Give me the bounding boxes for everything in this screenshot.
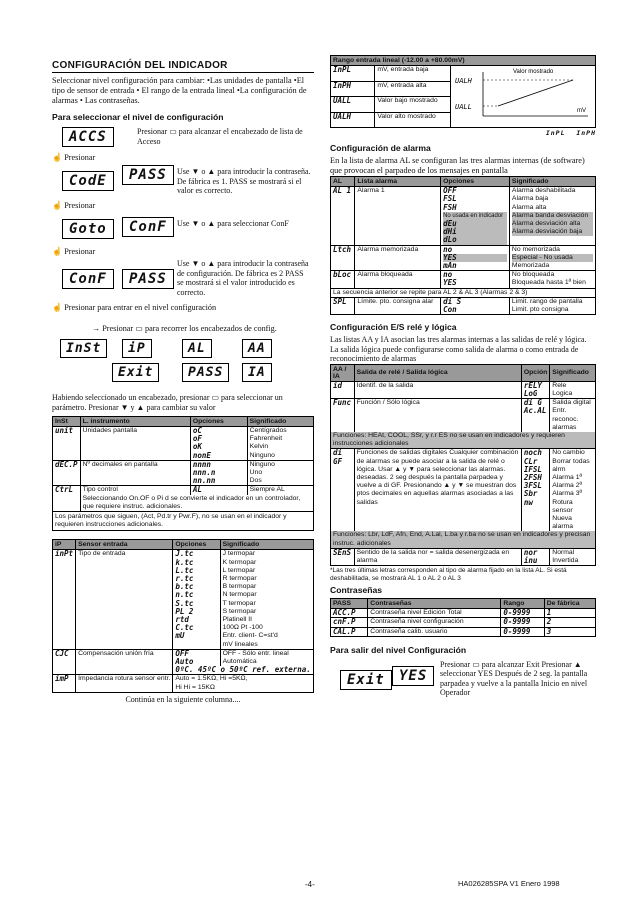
chain-al: AL <box>182 339 212 358</box>
t6-default: 1 <box>544 609 595 618</box>
t4-opt-unused: No usada en indicador <box>443 212 507 220</box>
t1-meaning: Ninguno <box>249 451 275 459</box>
t2-meaning: T termopar <box>222 599 256 607</box>
t4-repeat-note: La secuencia anterior se repite para AL 2 & AL 3 (Alarmas 2 & 3) <box>331 288 596 297</box>
t2-meaning: R termopar <box>222 575 257 583</box>
t2-meaning: Entr. client- C=st'd <box>222 632 278 640</box>
t1-row-unit <box>53 427 314 461</box>
intro-text: Seleccionar nivel configuración para cambiar: •Las unidades de pantalla •El tipo de sensor de entrada • El rango de la entrada lineal •La configuración de alarmas • Las contraseñas. <box>52 76 307 105</box>
t4-row-spl <box>331 297 596 314</box>
relay-heading: Configuración E/S relé y lógica <box>330 322 457 333</box>
t4-h-desc: Lista alarma <box>355 177 441 187</box>
step-access-text: Presionar ▭ para alcanzar el encabezado de lista de Acceso <box>137 127 303 146</box>
left-column <box>52 40 314 704</box>
t2-opt: rtd <box>175 615 189 625</box>
t2-meaning: 100Ω Pt -100 <box>222 624 263 632</box>
t5-meaning: Alarma 1ª <box>552 473 582 481</box>
step-code <box>52 163 314 199</box>
t5-opt: nor <box>523 547 538 557</box>
t4-meaning: Alarma desviación alta <box>512 220 593 228</box>
t2-opt: C.tc <box>175 623 194 633</box>
alarm-text: En la lista de alarma AL se configuran las tres alarmas internas (de software) que provocan el parpadeo de los mensajes en pantalla <box>330 156 585 176</box>
t2-row-inpt <box>53 550 314 649</box>
t4-meaning: Alarma baja <box>511 195 549 203</box>
t6-range: 0-9999 <box>501 609 544 618</box>
enter-level-label: Presionar para entrar en el nivel configuración <box>64 303 217 312</box>
chain-exit: Exit <box>112 363 159 382</box>
t1-meaning-unit <box>247 427 313 461</box>
lcd-code: CodE <box>62 171 114 191</box>
t5-meaning-func <box>550 399 596 432</box>
t4-meaning: Memorizada <box>511 262 550 270</box>
t6-range: 0-9999 <box>501 627 544 636</box>
t4-desc-al1: Alarma 1 <box>355 187 441 245</box>
t5-meaning: Nueva alarma <box>552 515 574 531</box>
t4-meaning: Bloqueada hasta 1ª bien <box>511 279 586 287</box>
t4-opt: YES <box>443 278 457 288</box>
linear-graph <box>453 66 593 124</box>
t4-meaning-ltch <box>509 245 595 271</box>
t1-row-dec <box>53 460 314 486</box>
t6-code: ACC.P <box>331 609 368 618</box>
t5-func-note: Funciones: HEAt, COOL, SSr, y r.r ES no se usan en indicadores y requieren instrucciones adicionales <box>331 432 596 449</box>
t4-meaning: Limit. pto consigna <box>511 306 569 314</box>
t5-meaning: No cambio <box>552 449 585 457</box>
t5-h-meaning: Significado <box>550 364 596 381</box>
chain-inst: InSt <box>60 339 107 358</box>
t5-opt: 2FSH <box>523 472 542 482</box>
t6-row <box>331 609 596 618</box>
continue-note: Continúa en la siguiente columna.... <box>125 694 241 704</box>
chain-ip: iP <box>122 339 152 358</box>
graph-ylabel: Valor mostrado <box>513 69 554 75</box>
t4-meaning-bloc <box>509 271 595 288</box>
t4-meaning: Alarma banda desviación <box>512 212 593 220</box>
step-goto-text: Use ▼ o ▲ para seleccionar ConF <box>177 219 289 228</box>
t5-opts-id <box>521 381 549 398</box>
alarm-heading: Configuración de alarma <box>330 143 431 154</box>
t4-opt: FSL <box>443 194 457 204</box>
t2-opt: J.tc <box>175 549 194 559</box>
t5-meaning: Alarma 3ª <box>552 490 582 498</box>
t4-meaning: Alarma deshabilitada <box>511 187 576 195</box>
headers-text: → Presionar ▭ para recorrer los encabezados de config. <box>92 324 277 333</box>
t6-desc: Contraseña calib. usuario <box>368 627 501 636</box>
t2-meaning: OFF - Sólo entr. lineal <box>222 649 289 657</box>
t4-opt: no <box>443 270 453 280</box>
t2-opt: PL 2 <box>175 606 194 616</box>
t5-h-desc: Salida de relé / Salida lógica <box>354 364 521 381</box>
t5-func-note2: Funciones: Lbr, LdF, Afn, End, A.Lal, L.ba y r.ba no se usan en indicadores y precisan instruc. adicionales <box>331 531 596 548</box>
t3-code: InPH <box>331 81 375 97</box>
t4-meaning-al1 <box>509 187 595 245</box>
step-code-text: Use ▼ o ▲ para introducir la contraseña. De fábrica es 1. PASS se mostrará si el valor es correcto. <box>177 167 311 195</box>
lcd-pass: PASS <box>122 165 174 185</box>
instrument-table <box>52 416 314 512</box>
t5-meaning-digf <box>550 449 596 532</box>
t1-desc-unit: Unidades pantalla <box>80 427 190 461</box>
alarm-table <box>330 176 596 315</box>
t2-opts-inpt <box>173 550 220 649</box>
t1-opts-ctrl: AL <box>190 486 247 495</box>
t1-meaning-dec <box>247 460 313 486</box>
t5-meaning: Borrar todas alrm <box>552 457 590 473</box>
t2-opts-imp <box>173 675 314 692</box>
t4-opt: FSH <box>443 202 457 212</box>
t6-h-desc: Contraseñas <box>368 599 501 609</box>
graph-xlow: InPL <box>545 129 566 138</box>
t5-h-code: AA / IA <box>331 364 355 381</box>
graph-xunit: mV <box>577 108 586 114</box>
t4-opt: dLo <box>443 236 507 244</box>
presionar-1-label: Presionar <box>64 153 96 162</box>
t2-opt: L.tc <box>175 565 194 575</box>
select-level-heading: Para seleccionar el nivel de configuración <box>52 112 224 122</box>
t1-row-ctrl-note <box>53 495 314 512</box>
chain-pass: PASS <box>182 363 229 382</box>
t6-row <box>331 627 596 636</box>
t3-desc: mV, entrada alta <box>375 81 451 97</box>
t2-meaning: J termopar <box>222 550 256 558</box>
t4-code-spl: SPL <box>331 297 355 314</box>
page-number: -4- <box>305 880 315 889</box>
t5-opts-func <box>521 399 549 432</box>
t5-opt: LoG <box>523 388 538 398</box>
t1-code-ctrl: CtrL <box>53 486 81 495</box>
t5-code-id: id <box>331 381 355 398</box>
t4-row-bloc <box>331 271 596 288</box>
t1-meaning: Fahrenheit <box>249 435 283 443</box>
t5-meaning: Rotura sensor <box>552 498 573 514</box>
t2-meaning-cjc <box>220 649 313 666</box>
t2-meaning: mV lineales <box>222 640 258 648</box>
t2-h-opts: Opciones <box>173 540 220 550</box>
t1-h-desc: L. instrumento <box>80 417 190 427</box>
t2-meaning: L termopar <box>222 566 256 574</box>
t5-opt: di G <box>523 398 542 408</box>
t5-meaning: Rele <box>552 381 567 389</box>
exit-heading: Para salir del nivel Configuración <box>330 644 467 655</box>
graph-x-labels <box>330 129 596 137</box>
t5-opt: nw <box>523 497 533 507</box>
t6-desc: Contraseña nivel configuración <box>368 618 501 627</box>
t4-opts-bloc <box>441 271 510 288</box>
t1-opt: oC <box>192 426 202 435</box>
t1-opts-unit <box>190 427 247 461</box>
t5-meaning: Logica <box>552 389 573 397</box>
t1-h-meaning: Significado <box>247 417 313 427</box>
t2-meaning: Automática <box>222 658 257 666</box>
t4-row-al1 <box>331 187 596 245</box>
presionar-3: ☝ Presionar <box>52 247 96 256</box>
t2-code-imp: imP <box>53 675 76 692</box>
t4-desc-spl: Límite. pto. consigna alar <box>355 297 441 314</box>
t5-meaning: Entr. reconoc. alarmas <box>552 407 579 431</box>
t2-opt: mU <box>175 631 185 641</box>
t2-desc-cjc: Compensación unión fría <box>76 649 173 666</box>
t4-h-code: AL <box>331 177 355 187</box>
t2-row-cjc <box>53 649 314 666</box>
t5-meaning: Invertida <box>552 557 579 565</box>
t2-meaning: B termopar <box>222 583 257 591</box>
t5-opt: IFSL <box>523 464 542 474</box>
t5-code-func: Func <box>331 399 355 432</box>
t4-meaning: No bloqueada <box>511 271 555 279</box>
t4-opts-spl <box>441 297 510 314</box>
t2-opt: b.tc <box>175 582 194 592</box>
t1-meaning: Ninguno <box>249 460 275 468</box>
t4-code-ltch: Ltch <box>331 245 355 271</box>
t1-meaning: Uno <box>249 469 263 477</box>
t4-meaning: Especial - No usada <box>512 254 593 262</box>
t2-row-imp <box>53 675 314 692</box>
t4-meaning: Alarma alta <box>511 203 547 211</box>
step-access <box>52 125 314 151</box>
t5-row-func <box>331 399 596 432</box>
lcd-conf: ConF <box>122 217 174 237</box>
t5-meaning: Normal <box>552 548 575 556</box>
t1-desc-ctrl: Tipo control <box>80 486 190 495</box>
t1-meaning: Kelvin <box>249 443 269 451</box>
t3-header: Rango entrada lineal (-12.00 a +80.00mV) <box>331 56 596 66</box>
t5-row-sens <box>331 548 596 565</box>
t5-opts-sens <box>521 548 549 565</box>
t5-desc-func: Función / Sólo lógica <box>354 399 521 432</box>
t3-desc: Valor bajo mostrado <box>375 97 451 113</box>
t6-h-code: PASS <box>331 599 368 609</box>
input-sensor-table <box>52 539 314 692</box>
t4-meaning: Alarma desviación baja <box>512 228 593 236</box>
t4-h-meaning: Significado <box>509 177 595 187</box>
t2-h-desc: Sensor entrada <box>76 540 173 550</box>
t4-opt: OFF <box>443 186 457 196</box>
t6-code: cnF.P <box>331 618 368 627</box>
t1-opt: oF <box>192 434 202 444</box>
t2-empty <box>76 666 173 675</box>
t1-code-dec: dEC.P <box>53 460 81 486</box>
t6-row <box>331 618 596 627</box>
t3-code: InPL <box>331 66 375 82</box>
graph-yhigh: UALH <box>455 77 472 85</box>
t2-row-ref <box>53 666 314 675</box>
t5-footnote: *Las tres últimas letras corresponden al tipo de alarma fijado en la lista AL. Si está deshabilitada, se mostrará AL 1 o AL 2 o AL 3 <box>330 567 567 583</box>
exit-text: Presionar ▭ para alcanzar Exit Presionar ▲ seleccionar YES Después de 2 seg. la pantalla parpadea y vuelve a la pantalla Inicio en nivel Operador <box>440 659 588 698</box>
t4-h-opts: Opciones <box>441 177 510 187</box>
t3-code: UALH <box>331 112 375 128</box>
t2-meaning: K termopar <box>222 558 257 566</box>
t4-opt: dEu <box>443 220 507 228</box>
t2-meaning: N termopar <box>222 591 257 599</box>
passwords-table <box>330 598 596 637</box>
chain-aa: AA <box>242 339 272 358</box>
t2-opts-cjc <box>173 649 220 666</box>
lcd-accs: ACCS <box>62 127 114 147</box>
t5-meaning: Salida digital <box>552 399 591 407</box>
t1-desc-dec: Nº decimales en pantalla <box>80 460 190 486</box>
passwords-heading: Contraseñas <box>330 585 383 596</box>
t2-desc-imp: Impedancia rotura sensor entr. <box>76 675 173 692</box>
t1-empty <box>53 495 81 512</box>
t1-meaning: Centígrados <box>249 427 287 434</box>
t2-meaning-inpt <box>220 550 313 649</box>
presionar-3-label: Presionar <box>64 247 96 256</box>
t1-code-unit: unit <box>53 427 81 461</box>
t4-opt: YES <box>443 254 507 262</box>
t1-opt: nn.nn <box>192 476 216 486</box>
t4-meaning: Limit. rango de pantalla <box>511 297 583 305</box>
t1-row-ctrl <box>53 486 314 495</box>
t2-opt: Auto = 1.5KΩ, Hi =5KΩ, <box>175 675 248 683</box>
graph-line <box>498 80 573 106</box>
t2-meaning: S termopar <box>222 607 257 615</box>
t4-desc-ltch: Alarma memorizada <box>355 245 441 271</box>
t5-h-opts: Opción <box>521 364 549 381</box>
t6-code: CAL.P <box>331 627 368 636</box>
t2-opt: OFF <box>175 648 189 658</box>
t2-opt: r.tc <box>175 574 194 584</box>
t1-h-opts: Opciones <box>190 417 247 427</box>
t1-footnote: Los parámetros que siguen, (Act, Pd.tr y Pwr.F), no se usan en el indicador y requieren instrucciones adicionales. <box>52 512 314 531</box>
t1-opt: oK <box>192 442 202 452</box>
t1-opt: nnnn <box>192 459 211 469</box>
chain-ia: IA <box>242 363 272 382</box>
t5-meaning-sens <box>550 548 596 565</box>
t5-meaning-id <box>550 381 596 398</box>
t5-opt: inu <box>523 556 538 566</box>
t5-row-id <box>331 381 596 398</box>
step-conf-pass-text: Use ▼ o ▲ para introducir la contraseña de configuración. De fábrica es 2 PASS se mostrará si el valor introducido es correcto. <box>177 259 309 297</box>
t6-desc: Contraseña nivel Edición Total <box>368 609 501 618</box>
t4-opts-ltch <box>441 245 510 271</box>
t1-ctrl-note: Seleccionando On.OF o Pi d se convierte el indicador en un controlador, que requiere instruc. adicionales. <box>80 495 313 512</box>
t2-opt: S.tc <box>175 598 194 608</box>
t2-desc-inpt: Tipo de entrada <box>76 550 173 649</box>
t5-opts-digf <box>521 449 549 532</box>
t4-desc-bloc: Alarma bloqueada <box>355 271 441 288</box>
t4-opts-al1 <box>441 187 510 245</box>
t5-opt: Ac.AL <box>523 406 547 416</box>
t4-opt: no <box>443 244 453 254</box>
t4-opt: di S <box>443 296 462 306</box>
config-heading: CONFIGURACIÓN DEL INDICADOR <box>52 60 314 73</box>
t5-row-func-note <box>331 432 596 449</box>
t4-row-ltch <box>331 245 596 271</box>
t5-row-digf <box>331 449 596 532</box>
presionar-2-label: Presionar <box>64 201 96 210</box>
t3-graph <box>451 66 596 128</box>
enter-level-text: ☝ Presionar para entrar en el nivel configuración <box>52 303 217 312</box>
step-goto <box>52 211 314 245</box>
presionar-1: ☝ Presionar <box>52 153 96 162</box>
after-select-text: Habiendo seleccionado un encabezado, presionar ▭ para seleccionar un parámetro. Presionar ▼ y ▲ para cambiar su valor <box>52 393 283 412</box>
graph-ylow: UALL <box>455 103 472 111</box>
t5-opt: rELY <box>523 380 542 390</box>
right-column <box>330 55 596 702</box>
lcd-conf-2: ConF <box>62 269 114 289</box>
t2-code-inpt: inPt <box>53 550 76 649</box>
t5-code-digf: di GF <box>331 449 355 532</box>
doc-id: HA026285SPA V1 Enero 1998 <box>458 879 560 888</box>
t6-range: 0-9999 <box>501 618 544 627</box>
step-conf-pass <box>52 257 314 301</box>
lcd-yes: YES <box>392 666 434 686</box>
t5-desc-id: Identif. de la salida <box>354 381 521 398</box>
lcd-goto: Goto <box>62 219 114 239</box>
lcd-pass-2: PASS <box>122 269 174 289</box>
t1-opt: nonE <box>192 450 211 460</box>
t2-h-code: iP <box>53 540 76 550</box>
t4-meaning: No memorizada <box>511 245 560 253</box>
t4-code-bloc: bLoc <box>331 271 355 288</box>
t6-default: 3 <box>544 627 595 636</box>
t4-opt: mAn <box>443 261 457 271</box>
header-chain <box>52 337 314 389</box>
t4-opt: Con <box>443 305 457 315</box>
t5-opt: Sbr <box>523 489 538 499</box>
t5-opt: 3FSL <box>523 481 542 491</box>
t3-code: UALL <box>331 97 375 113</box>
t2-opt: k.tc <box>175 557 194 567</box>
t4-meaning-spl <box>509 297 595 314</box>
t5-opt: CLr <box>523 456 538 466</box>
t5-desc-sens: Sentido de la salida nor = salida desenergizada en alarma <box>354 548 521 565</box>
t6-h-range: Rango <box>501 599 544 609</box>
exit-step <box>330 658 596 702</box>
t3-desc: mV, entrada baja <box>375 66 451 82</box>
t6-default: 2 <box>544 618 595 627</box>
t2-opt: Auto <box>175 657 194 667</box>
graph-xhigh: InPH <box>576 129 596 138</box>
relay-text: Las listas AA y IA asocian las tres alarmas internas a las salidas de relé y lógica. La salida lógica puede configurarse como salida de alarma o como entrada de reconocimiento de alarmas <box>330 335 587 364</box>
t1-opt: nnn.n <box>192 468 216 478</box>
t4-opt: dHi <box>443 228 507 236</box>
t4-code-al1: AL 1 <box>331 187 355 245</box>
t5-row-func-note2 <box>331 531 596 548</box>
lcd-exit: Exit <box>340 670 392 690</box>
t5-code-sens: SEnS <box>331 548 355 565</box>
t2-meaning: Platinell II <box>222 616 253 624</box>
t1-h-code: InSt <box>53 417 81 427</box>
t5-desc-digf: Funciones de salidas digitales Cualquier combinación de alarmas se puede asociar a la salida de relé o lógica. Usar ▲ y ▼ para seleccionar las alarmas. deseadas. 2 seg después la pantalla parpadea y vuelve a di GF. Presionando ▲ y ▼ se muestran dos ptos decimales en aquellas alarmas asociadas a las salidas <box>354 449 521 532</box>
t2-code-cjc: CJC <box>53 649 76 666</box>
t2-ref-ext: 0ºC. 45ºC o 50ºC ref. externa. <box>173 666 314 675</box>
t1-meaning: Dos <box>249 477 262 485</box>
t2-h-meaning: Significado <box>220 540 313 550</box>
linear-range-table <box>330 55 596 128</box>
t2-opt: n.tc <box>175 590 194 600</box>
relay-table <box>330 364 596 566</box>
t5-meaning: Alarma 2ª <box>552 482 582 490</box>
t6-h-default: De fábrica <box>544 599 595 609</box>
t5-opt: noch <box>523 448 542 458</box>
t3-desc: Valor alto mostrado <box>375 112 451 128</box>
t1-opts-dec <box>190 460 247 486</box>
presionar-2: ☝ Presionar <box>52 201 96 210</box>
t1-meaning-ctrl: Siempre AL <box>247 486 313 495</box>
t3-row <box>331 66 596 82</box>
t4-row-repeat <box>331 288 596 297</box>
t2-opt: Hi Hi = 15KΩ <box>175 683 216 691</box>
